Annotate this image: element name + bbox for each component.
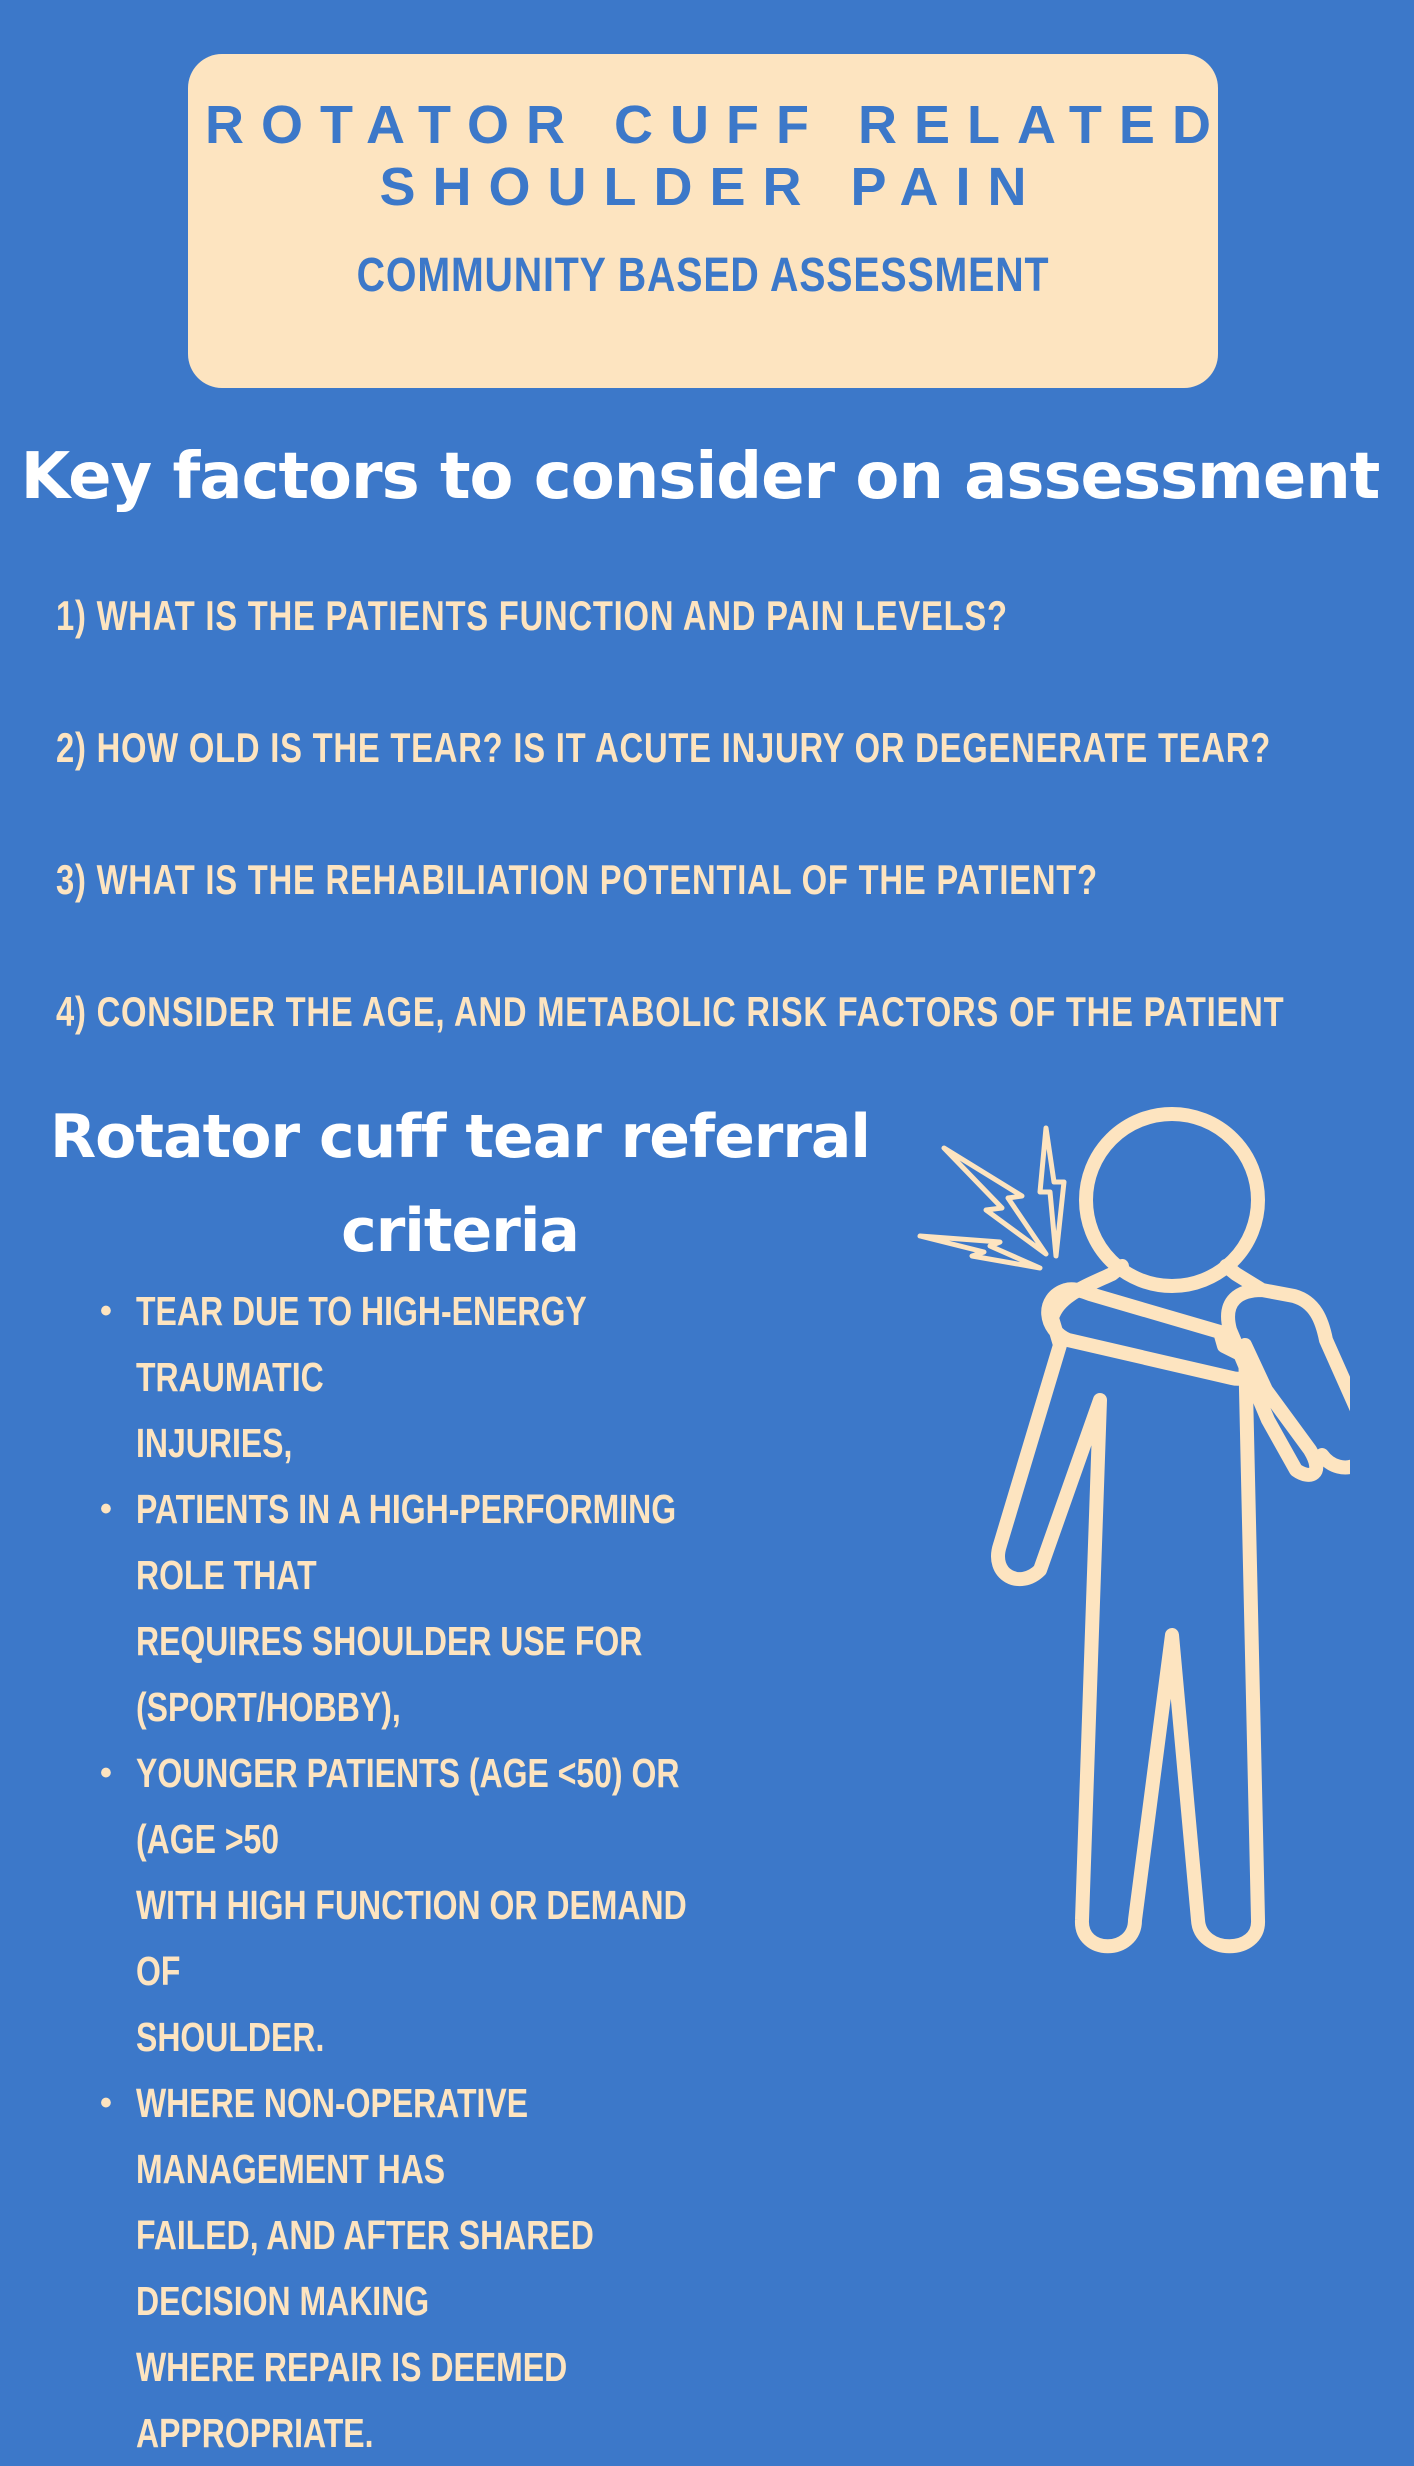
title-line-2: SHOULDER PAIN (379, 157, 1044, 217)
factor-item-4: 4) CONSIDER THE AGE, AND METABOLIC RISK FACTORS OF THE PATIENT (56, 988, 1285, 1035)
criteria-item-1 (96, 1278, 996, 1476)
bullet-icon: • (100, 1292, 112, 1330)
criteria-text-4: WHERE NON-OPERATIVE MANAGEMENT HAS FAILED, AND AFTER SHARED DECISION MAKING WHERE REPAIR IS DEEMED APPROPRIATE. (136, 2080, 594, 2456)
criteria-item-2 (96, 1476, 996, 1740)
crossed-arm-shape (1048, 1289, 1250, 1379)
referral-heading (30, 1090, 890, 1278)
head-shape (1086, 1114, 1258, 1286)
bullet-icon: • (100, 1490, 112, 1528)
referral-heading-line-2: criteria (341, 1196, 579, 1266)
criteria-text-3: YOUNGER PATIENTS (AGE <50) OR (AGE >50 WITH HIGH FUNCTION OR DEMAND OF SHOULDER. (136, 1750, 687, 2060)
title-line-1: ROTATOR CUFF RELATED (205, 95, 1228, 155)
title-card (188, 54, 1228, 388)
subtitle: COMMUNITY BASED ASSESSMENT (356, 249, 1050, 302)
factor-item-3: 3) WHAT IS THE REHABILIATION POTENTIAL OF THE PATIENT? (56, 856, 1098, 903)
bullet-icon: • (100, 2084, 112, 2122)
shoulder-pain-person-icon (900, 1100, 1350, 1960)
pain-bolt-3-icon (920, 1236, 1040, 1268)
factor-item-1: 1) WHAT IS THE PATIENTS FUNCTION AND PAIN LEVELS? (56, 592, 1008, 639)
pain-bolt-2-icon (1040, 1128, 1064, 1256)
referral-criteria-list (96, 1278, 996, 2466)
criteria-text-2: PATIENTS IN A HIGH-PERFORMING ROLE THAT REQUIRES SHOULDER USE FOR (SPORT/HOBBY), (136, 1486, 677, 1730)
criteria-item-3 (96, 1740, 996, 2070)
bullet-icon: • (100, 1754, 112, 1792)
referral-heading-line-1: Rotator cuff tear referral (49, 1102, 870, 1172)
key-factors-heading: Key factors to consider on assessment (20, 440, 1380, 514)
criteria-item-4 (96, 2070, 996, 2466)
criteria-text-1: TEAR DUE TO HIGH-ENERGY TRAUMATIC INJURIES, (136, 1288, 587, 1466)
factor-item-2: 2) HOW OLD IS THE TEAR? IS IT ACUTE INJURY OR DEGENERATE TEAR? (56, 724, 1272, 771)
